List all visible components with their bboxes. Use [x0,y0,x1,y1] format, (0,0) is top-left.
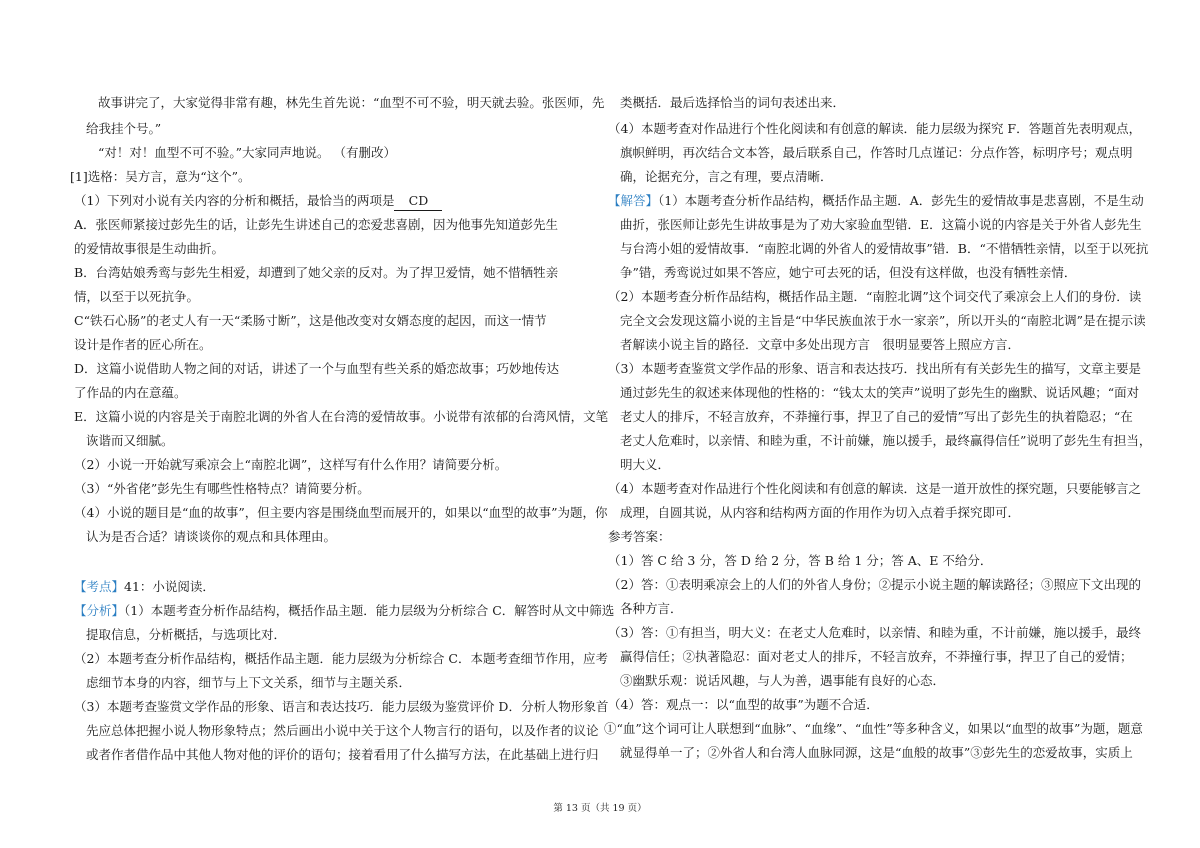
page-number: 第 13 页（共 19 页） [553,803,647,814]
fenxi-line: （3）本题考查鉴赏文学作品的形象、语言和表达技巧．能力层级为鉴赏评价 D．分析人物形象首 [74,699,609,714]
answer-line: 就显得单一了；②外省人和台湾人血脉同源，这是“血般的故事”③彭先生的恋爱故事，实质上 [620,745,1133,760]
fenxi-cont: 确，论据充分，言之有理，要点清晰． [620,169,833,184]
option-line: 设计是作者的匠心所在。 [74,337,212,352]
footnote: [1]选格：吴方言，意为“这个”。 [70,169,251,184]
question-2: （2）小说一开始就写乘凉会上“南腔北调”，这样写有什么作用？请简要分析。 [74,457,508,472]
fenxi-cont: 旗帜鲜明，再次结合文本答，最后联系自己，作答时几点谨记：分点作答，标明序号；观点明 [620,145,1133,160]
jieda-line: 通过彭先生的叙述来体现他的性格的：“钱太太的笑声”说明了彭先生的幽默、说话风趣；“面对 [620,385,1140,400]
answer-line: 赢得信任；②执著隐忍：面对老丈人的排斥，不轻言放弃，不莽撞行事，捍卫了自己的爱情； [620,649,1133,664]
story-line: “对！对！血型不可不验。”大家同声地说。 （有删改） [98,145,397,160]
jieda-tag: 【解答】 [608,193,659,208]
jieda-line: 曲折，张医师让彭先生讲故事是为了劝大家验血型错．E．这篇小说的内容是关于外省人彭先生 [620,217,1142,232]
story-line: 给我挂个号。” [86,121,162,136]
answer-blank: CD [394,192,442,211]
answer-line: 各种方言． [620,601,683,616]
fenxi-text: （1）本题考查分析作品结构，概括作品主题．能力层级为分析综合 C．解答时从文中筛选 [124,603,615,618]
jieda-line: 完全文会发现这篇小说的主旨是“中华民族血浓于水一家亲”，所以开头的“南腔北调”是在提示读 [620,313,1146,328]
option-line: 的爱情故事很是生动曲折。 [74,241,225,256]
fenxi-line: 提取信息，分析概括，与选项比对． [86,627,287,642]
jieda-line: 明大义． [620,457,671,472]
fenxi-line [74,602,614,620]
option-line: A．张医师紧接过彭先生的话，让彭先生讲述自己的恋爱悲喜剧，因为他事先知道彭先生 [74,217,559,232]
option-line: D．这篇小说借助人物之间的对话，讲述了一个与血型有些关系的婚恋故事；巧妙地传达 [74,361,560,376]
option-line: 诙谐而又细腻。 [86,433,174,448]
option-line: 情，以至于以死抗争。 [74,289,200,304]
question-4-cont: 认为是否合适？请谈谈你的观点和具体理由。 [86,529,337,544]
question-3: （3）“外省佬”彭先生有哪些性格特点？请简要分析。 [74,481,370,496]
question-1-text: （1）下列对小说有关内容的分析和概括，最恰当的两项是 [74,193,395,208]
answer-line: ③幽默乐观：说话风趣，与人为善，遇事能有良好的心态． [620,673,946,688]
option-line: C“铁石心肠”的老丈人有一天“柔肠寸断”，这是他改变对女婿态度的起因，而这一情节 [74,313,547,328]
fenxi-line: 或者作者借作品中其他人物对他的评价的语句；接着看用了什么描写方法，在此基础上进行归 [86,747,599,762]
jieda-line: 老丈人危难时，以亲情、和睦为重，不计前嫌，施以援手，最终赢得信任”说明了彭先生有担当， [620,433,1152,448]
answer-line: （4）答：观点一：以“血型的故事”为题不合适． [608,697,879,712]
jieda-line: 者解读小说主旨的路径．文章中多处出现方言 很明显要答上照应方言． [620,337,1021,352]
question-1 [74,192,442,211]
answer-line: （1）答 C 给 3 分，答 D 给 2 分，答 B 给 1 分；答 A、E 不给分． [608,553,993,568]
fenxi-cont: 类概括．最后选择恰当的词句表述出来． [620,95,846,110]
jieda-line: 成理，自圆其说，从内容和结构两方面的作用作为切入点着手探究即可． [620,505,1021,520]
fenxi-line: （2）本题考查分析作品结构，概括作品主题．能力层级为分析综合 C．本题考查细节作用，应考 [74,651,608,666]
kaodian-text: 41：小说阅读． [124,579,215,594]
reference-answer-label: 参考答案： [608,529,671,544]
question-4: （4）小说的题目是“血的故事”，但主要内容是围绕血型而展开的，如果以“血型的故事”为题，你 [74,505,608,520]
fenxi-tag: 【分析】 [74,603,125,618]
option-line: B．台湾姑娘秀鸾与彭先生相爱，却遭到了她父亲的反对。为了捍卫爱情，她不惜牺牲亲 [74,265,559,280]
story-line: 故事讲完了，大家觉得非常有趣，林先生首先说：“血型不可不验，明天就去验。张医师，先 [98,95,605,110]
option-line: E．这篇小说的内容是关于南腔北调的外省人在台湾的爱情故事。小说带有浓郁的台湾风情，文笔 [74,409,609,424]
fenxi-cont: （4）本题考查对作品进行个性化阅读和有创意的解读．能力层级为探究 F．答题首先表明观点， [608,121,1142,136]
kaodian-line [74,578,215,596]
jieda-line: 与台湾小姐的爱情故事．“南腔北调的外省人的爱情故事”错．B．“不惜牺牲亲情，以至于以死抗 [620,241,1149,256]
option-line: 了作品的内在意蕴。 [74,385,187,400]
jieda-line: 争”错，秀鸾说过如果不答应，她宁可去死的话，但没有这样做，也没有牺牲亲情． [620,265,1077,280]
jieda-line: （2）本题考查分析作品结构，概括作品主题．“南腔北调”这个词交代了乘凉会上人们的身份．读 [608,289,1142,304]
answer-line: （2）答：①表明乘凉会上的人们的外省人身份；②提示小说主题的解读路径；③照应下文出现的 [608,577,1141,592]
fenxi-line: 虑细节本身的内容，细节与上下文关系，细节与主题关系． [86,675,412,690]
jieda-line: （3）本题考查鉴赏文学作品的形象、语言和表达技巧．找出所有有关彭先生的描写，文章主要是 [608,361,1141,376]
answer-line: ①“血”这个词可让人联想到“血脉”、“血缘”、“血性”等多种含义，如果以“血型的故事”为题，题意 [604,721,1143,736]
answer-line: （3）答：①有担当，明大义：在老丈人危难时，以亲情、和睦为重，不计前嫌，施以援手，最终 [608,625,1141,640]
jieda-text: （1）本题考查分析作品结构，概括作品主题．A．彭先生的爱情故事是悲喜剧，不是生动 [658,193,1144,208]
jieda-line [608,192,1144,210]
fenxi-line: 先应总体把握小说人物形象特点；然后画出小说中关于这个人物言行的语句，以及作者的议论 [86,723,599,738]
kaodian-tag: 【考点】 [74,579,125,594]
jieda-line: 老丈人的排斥，不轻言放弃，不莽撞行事，捍卫了自己的爱情”写出了彭先生的执着隐忍；“在 [620,409,1133,424]
jieda-line: （4）本题考查对作品进行个性化阅读和有创意的解读．这是一道开放性的探究题，只要能够言之 [608,481,1141,496]
